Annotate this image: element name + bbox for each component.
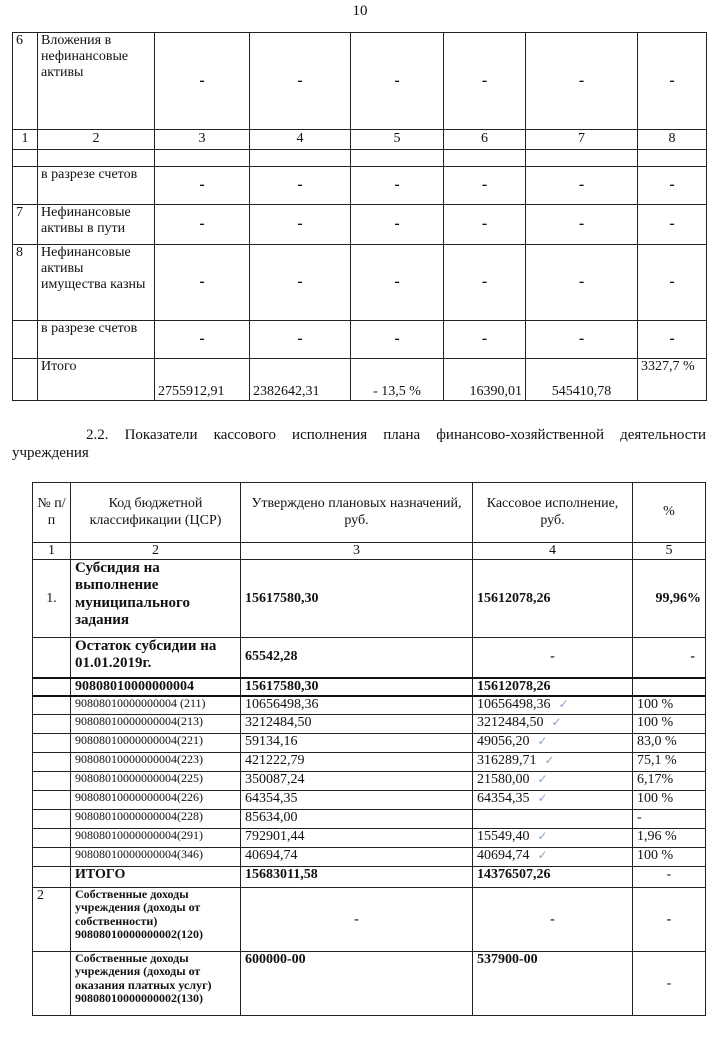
check-icon: ✓ bbox=[551, 715, 562, 730]
column-number: 3 bbox=[241, 543, 473, 560]
executed-value: 10656498,36 bbox=[477, 696, 551, 712]
row-number bbox=[13, 321, 38, 359]
code: 90808010000000004(223) bbox=[71, 753, 241, 772]
planned-value: 350087,24 bbox=[241, 772, 473, 791]
executed-value: 316289,71 bbox=[477, 753, 537, 769]
percent-value: 83,0 % bbox=[633, 734, 706, 753]
own-income-row bbox=[33, 888, 706, 952]
balance-row bbox=[33, 638, 706, 678]
planned-value: - bbox=[241, 888, 473, 952]
check-icon: ✓ bbox=[537, 848, 548, 863]
cell bbox=[33, 810, 71, 829]
planned-value: 64354,35 bbox=[241, 791, 473, 810]
column-header: % bbox=[633, 483, 706, 543]
total-row bbox=[33, 867, 706, 888]
column-number: 6 bbox=[444, 130, 526, 150]
table-row bbox=[13, 130, 707, 150]
row-number bbox=[13, 167, 38, 205]
code: 90808010000000004(346) bbox=[71, 848, 241, 867]
cell bbox=[38, 150, 155, 167]
code: 90808010000000004(226) bbox=[71, 791, 241, 810]
cell: - bbox=[351, 205, 444, 245]
code-row bbox=[33, 753, 706, 772]
cell bbox=[33, 867, 71, 888]
row-number: 1. bbox=[33, 560, 71, 638]
cell bbox=[33, 791, 71, 810]
code-row bbox=[33, 791, 706, 810]
code-row bbox=[33, 772, 706, 791]
total-label: Итого bbox=[38, 359, 155, 401]
cell: - bbox=[638, 245, 707, 321]
cell bbox=[33, 952, 71, 1016]
check-icon: ✓ bbox=[537, 829, 548, 844]
cell bbox=[33, 753, 71, 772]
cell bbox=[33, 696, 71, 715]
subsidy-row bbox=[33, 560, 706, 638]
code-row bbox=[33, 810, 706, 829]
cell: - bbox=[155, 321, 250, 359]
percent-value: 75,1 % bbox=[633, 753, 706, 772]
percent-value: 1,96 % bbox=[633, 829, 706, 848]
cell: - bbox=[250, 167, 351, 205]
executed-value: 21580,00 bbox=[477, 772, 530, 788]
percent-value: 6,17% bbox=[633, 772, 706, 791]
executed-value: 3212484,50 bbox=[477, 715, 544, 731]
own-income-row bbox=[33, 952, 706, 1016]
percent-value bbox=[633, 678, 706, 696]
cell: - bbox=[155, 205, 250, 245]
percent-value: - bbox=[633, 888, 706, 952]
header-number-row bbox=[33, 543, 706, 560]
planned-value: 792901,44 bbox=[241, 829, 473, 848]
total-cell: 16390,01 bbox=[444, 359, 526, 401]
row-number: 6 bbox=[13, 33, 38, 130]
code-row bbox=[33, 829, 706, 848]
column-header: Кассовое исполнение, руб. bbox=[473, 483, 633, 543]
cell: - bbox=[155, 167, 250, 205]
planned-value: 59134,16 bbox=[241, 734, 473, 753]
code: 90808010000000004 (211) bbox=[71, 696, 241, 715]
check-icon: ✓ bbox=[558, 696, 569, 711]
cell: - bbox=[444, 33, 526, 130]
column-header: Код бюджетной классификации (ЦСР) bbox=[71, 483, 241, 543]
cell: - bbox=[444, 321, 526, 359]
executed-value: 49056,20 bbox=[477, 734, 530, 750]
cell: - bbox=[444, 205, 526, 245]
cell: - bbox=[526, 33, 638, 130]
cell bbox=[33, 734, 71, 753]
check-icon: ✓ bbox=[537, 734, 548, 749]
table-row bbox=[13, 150, 707, 167]
cell: - bbox=[526, 167, 638, 205]
code-row bbox=[33, 848, 706, 867]
total-cell: 3327,7 % bbox=[638, 359, 707, 401]
cell: - bbox=[526, 205, 638, 245]
column-number: 4 bbox=[473, 543, 633, 560]
cell bbox=[33, 829, 71, 848]
cell: - bbox=[155, 245, 250, 321]
planned-value: 15617580,30 bbox=[241, 678, 473, 696]
column-number: 2 bbox=[71, 543, 241, 560]
row-number bbox=[13, 359, 38, 401]
code-row bbox=[33, 715, 706, 734]
column-number: 3 bbox=[155, 130, 250, 150]
cell: - bbox=[250, 205, 351, 245]
assets-table bbox=[12, 32, 707, 401]
row-number: 7 bbox=[13, 205, 38, 245]
cell: - bbox=[250, 245, 351, 321]
executed-value: 537900-00 bbox=[473, 952, 633, 1016]
total-cell: 545410,78 bbox=[526, 359, 638, 401]
cell: - bbox=[250, 321, 351, 359]
column-number: 1 bbox=[33, 543, 71, 560]
cell: - bbox=[526, 321, 638, 359]
cell bbox=[351, 150, 444, 167]
table-row bbox=[13, 205, 707, 245]
cell: - bbox=[526, 245, 638, 321]
cell: - bbox=[351, 33, 444, 130]
header-row bbox=[33, 483, 706, 543]
column-number: 5 bbox=[351, 130, 444, 150]
code: 90808010000000004(291) bbox=[71, 829, 241, 848]
total-label: ИТОГО bbox=[71, 867, 241, 888]
column-header: Утверждено плановых назначений, руб. bbox=[241, 483, 473, 543]
column-number: 5 bbox=[633, 543, 706, 560]
planned-value: 85634,00 bbox=[241, 810, 473, 829]
planned-value: 40694,74 bbox=[241, 848, 473, 867]
section-title: 2.2. Показатели кассового исполнения плана финансово-хозяйственной деятельности учреждения bbox=[12, 427, 706, 461]
code: 90808010000000004 bbox=[71, 678, 241, 696]
row-number: 2 bbox=[33, 888, 71, 952]
row-name: Субсидия на выполнение муниципального задания bbox=[71, 560, 241, 638]
total-cell: 2382642,31 bbox=[250, 359, 351, 401]
planned-value: 10656498,36 bbox=[241, 696, 473, 715]
cell bbox=[155, 150, 250, 167]
cell: - bbox=[351, 321, 444, 359]
cell bbox=[638, 150, 707, 167]
executed-value: 40694,74 bbox=[477, 848, 530, 864]
planned-value: 15683011,58 bbox=[241, 867, 473, 888]
row-name: Вложения в нефинансовые активы bbox=[38, 33, 155, 130]
code-row bbox=[33, 696, 706, 715]
percent-value: 99,96% bbox=[633, 560, 706, 638]
table-row bbox=[13, 167, 707, 205]
total-cell: 2755912,91 bbox=[155, 359, 250, 401]
cell: - bbox=[250, 33, 351, 130]
cell: - bbox=[444, 167, 526, 205]
check-icon: ✓ bbox=[544, 753, 555, 768]
column-number: 1 bbox=[13, 130, 38, 150]
column-number: 2 bbox=[38, 130, 155, 150]
percent-value: 100 % bbox=[633, 848, 706, 867]
executed-value: - bbox=[473, 888, 633, 952]
column-header: № п/п bbox=[33, 483, 71, 543]
code: 90808010000000004(225) bbox=[71, 772, 241, 791]
cell bbox=[33, 678, 71, 696]
code: 90808010000000004(228) bbox=[71, 810, 241, 829]
cash-execution-table bbox=[32, 482, 706, 1016]
check-icon: ✓ bbox=[537, 791, 548, 806]
row-name: Нефинансовые активы имущества казны bbox=[38, 245, 155, 321]
column-number: 8 bbox=[638, 130, 707, 150]
cell bbox=[33, 772, 71, 791]
cell bbox=[33, 848, 71, 867]
total-cell: - 13,5 % bbox=[351, 359, 444, 401]
cell bbox=[444, 150, 526, 167]
percent-value: - bbox=[633, 867, 706, 888]
table-row bbox=[13, 245, 707, 321]
executed-value: 15612078,26 bbox=[473, 560, 633, 638]
percent-value: - bbox=[633, 638, 706, 678]
column-number: 4 bbox=[250, 130, 351, 150]
row-name: Остаток субсидии на 01.01.2019г. bbox=[71, 638, 241, 678]
cell: - bbox=[351, 167, 444, 205]
executed-value: 15549,40 bbox=[477, 829, 530, 845]
percent-value: 100 % bbox=[633, 696, 706, 715]
cell bbox=[33, 638, 71, 678]
table-row bbox=[13, 359, 707, 401]
percent-value: 100 % bbox=[633, 791, 706, 810]
percent-value: - bbox=[633, 952, 706, 1016]
planned-value: 65542,28 bbox=[241, 638, 473, 678]
cell bbox=[13, 150, 38, 167]
percent-value: - bbox=[633, 810, 706, 829]
executed-value: 64354,35 bbox=[477, 791, 530, 807]
cell: - bbox=[444, 245, 526, 321]
cell bbox=[250, 150, 351, 167]
table-row bbox=[13, 33, 707, 130]
planned-value: 600000-00 bbox=[241, 952, 473, 1016]
cell bbox=[33, 715, 71, 734]
row-name: в разрезе счетов bbox=[38, 321, 155, 359]
row-name: Нефинансовые активы в пути bbox=[38, 205, 155, 245]
page-number: 10 bbox=[352, 3, 368, 19]
row-name: в разрезе счетов bbox=[38, 167, 155, 205]
row-name: Собственные доходы учреждения (доходы от оказания платных услуг) 90808010000000002(130) bbox=[71, 952, 241, 1016]
code: 90808010000000004(221) bbox=[71, 734, 241, 753]
executed-value: 14376507,26 bbox=[473, 867, 633, 888]
cell: - bbox=[638, 205, 707, 245]
column-number: 7 bbox=[526, 130, 638, 150]
code-total-row bbox=[33, 678, 706, 696]
cell: - bbox=[638, 33, 707, 130]
code: 90808010000000004(213) bbox=[71, 715, 241, 734]
code-row bbox=[33, 734, 706, 753]
cell: - bbox=[155, 33, 250, 130]
cell: - bbox=[351, 245, 444, 321]
table-row bbox=[13, 321, 707, 359]
executed-value: - bbox=[473, 638, 633, 678]
cell: - bbox=[638, 321, 707, 359]
cell bbox=[526, 150, 638, 167]
percent-value: 100 % bbox=[633, 715, 706, 734]
planned-value: 421222,79 bbox=[241, 753, 473, 772]
planned-value: 15617580,30 bbox=[241, 560, 473, 638]
cell: - bbox=[638, 167, 707, 205]
check-icon: ✓ bbox=[537, 772, 548, 787]
row-number: 8 bbox=[13, 245, 38, 321]
executed-value: 15612078,26 bbox=[473, 678, 633, 696]
planned-value: 3212484,50 bbox=[241, 715, 473, 734]
row-name: Собственные доходы учреждения (доходы от собственности) 90808010000000002(120) bbox=[71, 888, 241, 952]
